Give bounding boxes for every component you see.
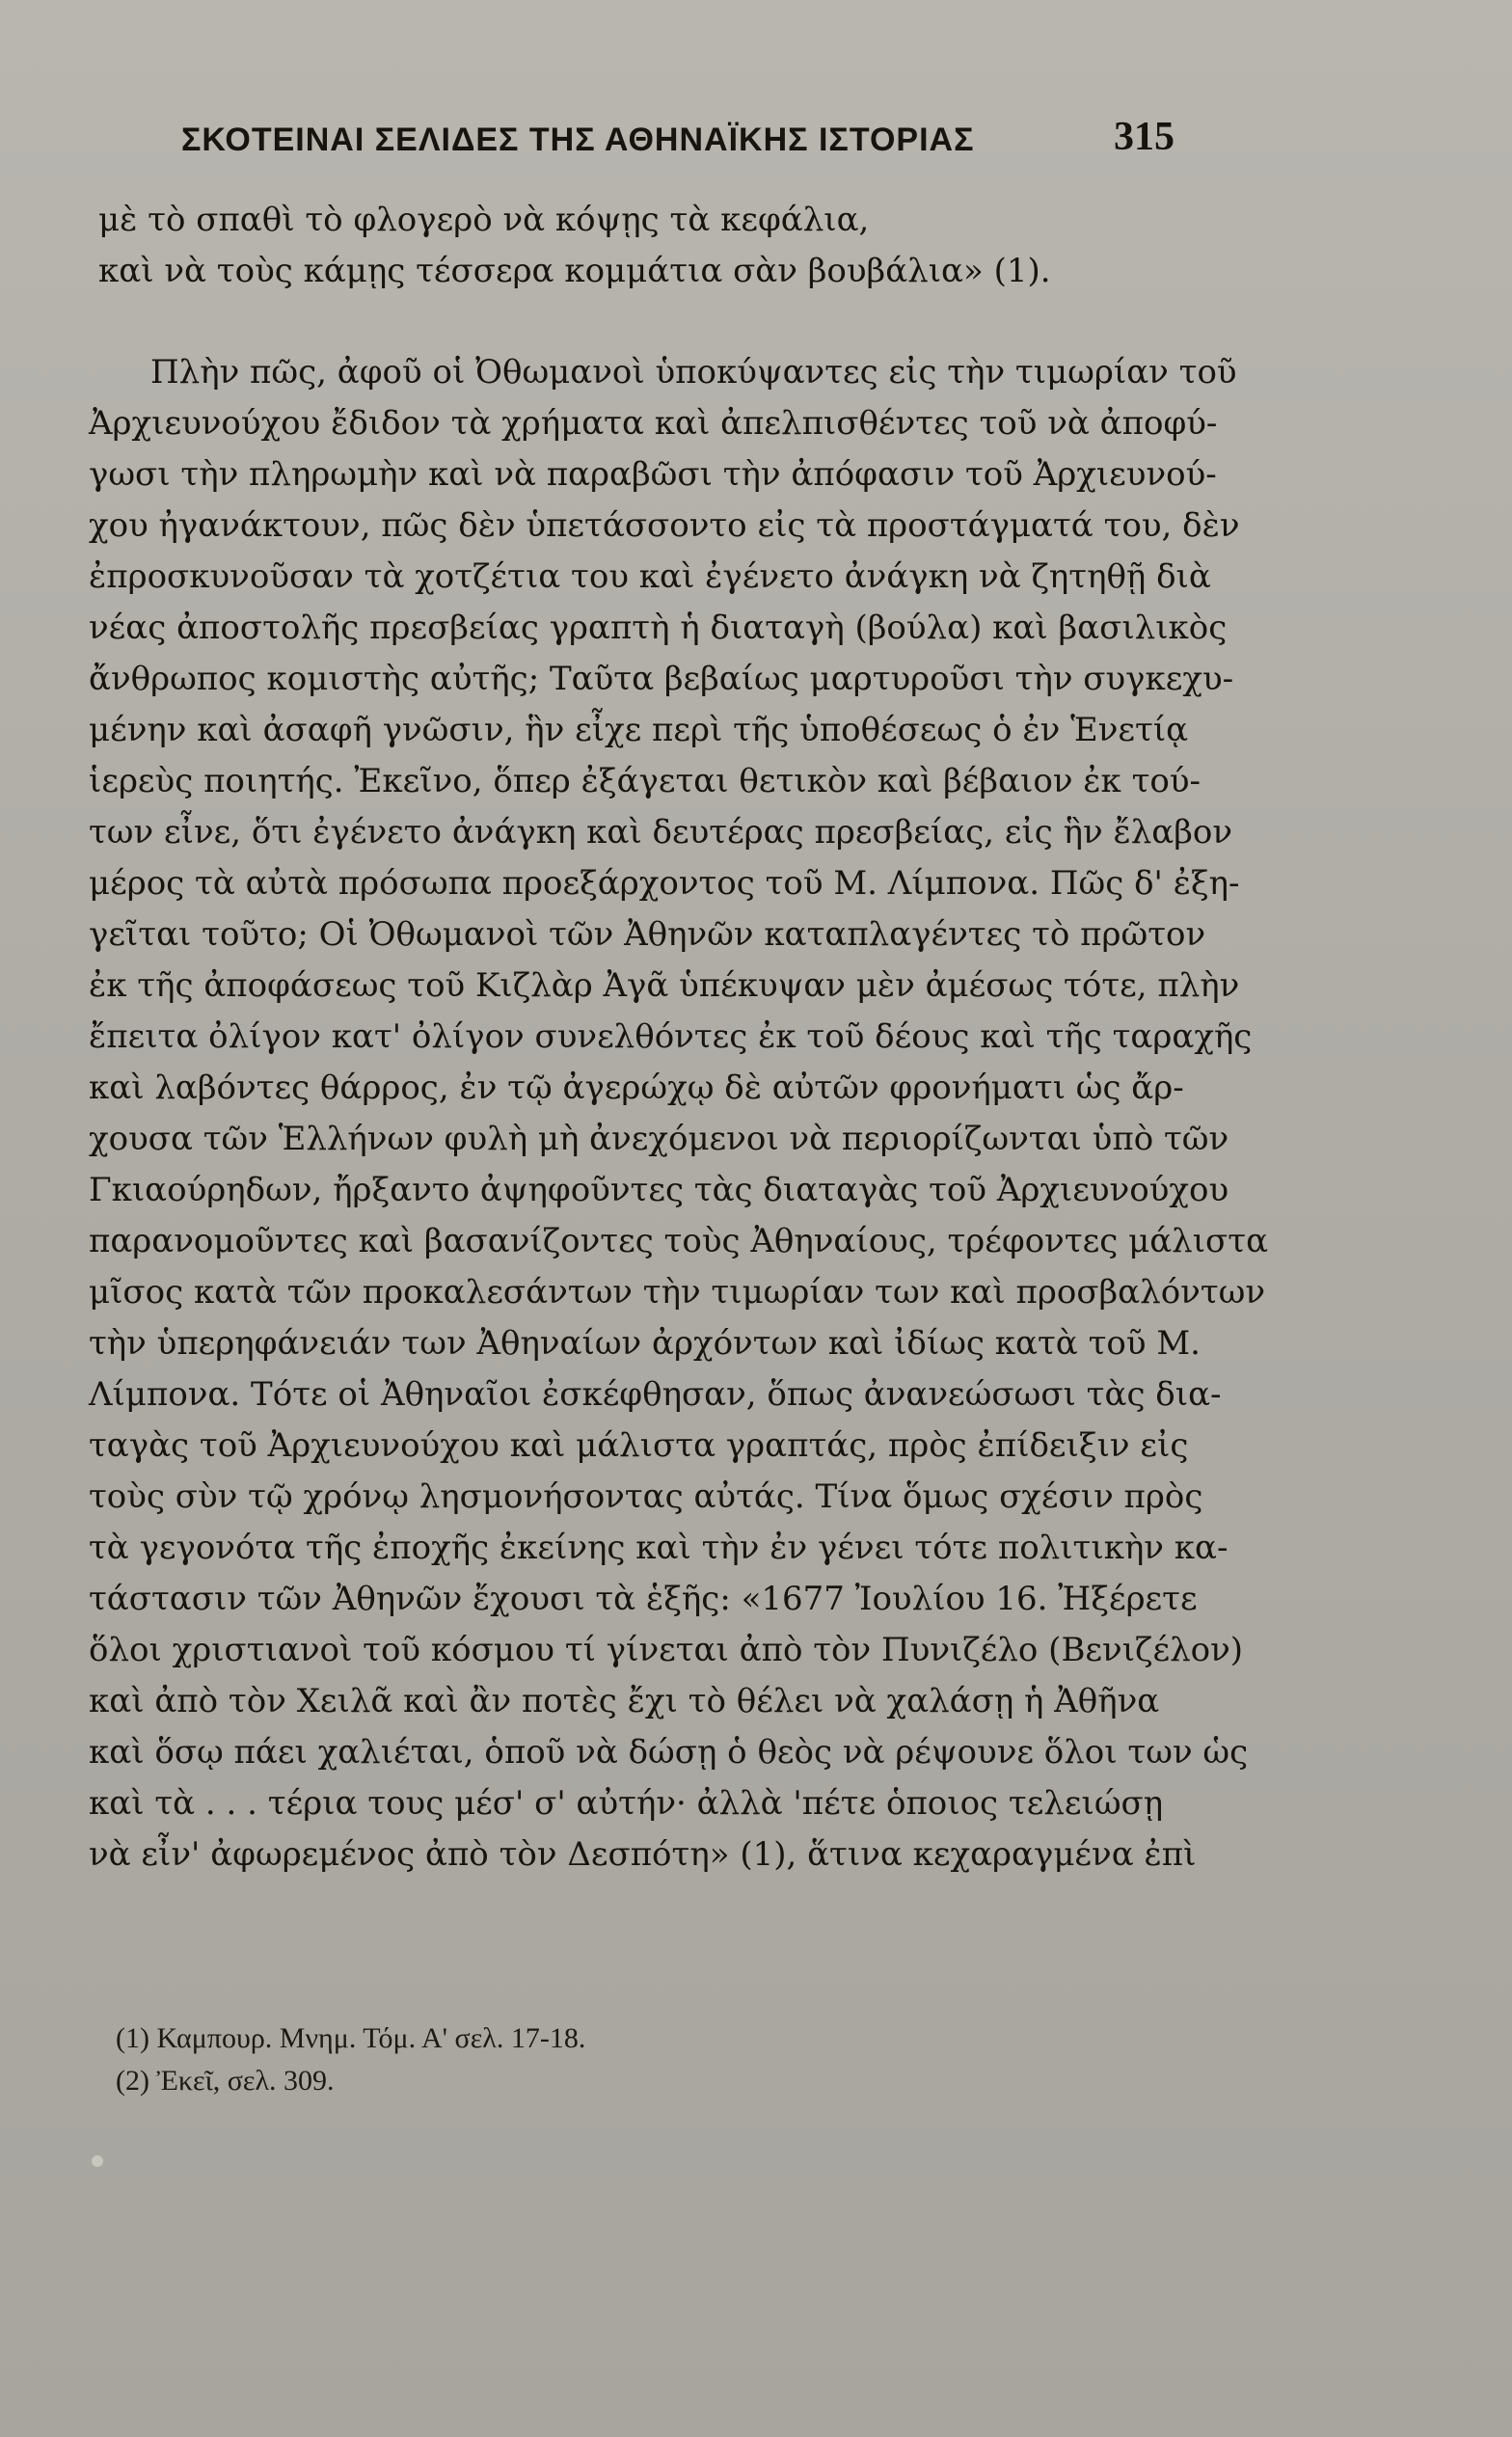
paragraph-line: γεῖται τοῦτο; Οἱ Ὀθωμανοὶ τῶν Ἀθηνῶν καταπλαγέντες τὸ πρῶτον bbox=[89, 915, 1206, 954]
paragraph-line: μένην καὶ ἀσαφῆ γνῶσιν, ἣν εἶχε περὶ τῆς ὑποθέσεως ὁ ἐν Ἑνετίᾳ bbox=[89, 711, 1189, 749]
paragraph-line: τὴν ὑπερηφάνειάν των Ἀθηναίων ἀρχόντων καὶ ἰδίως κατὰ τοῦ Μ. bbox=[89, 1324, 1201, 1363]
paragraph-line: καὶ τὰ . . . τέρια τους μέσ' σ' αὐτήν· ἀλλὰ 'πέτε ὁποιος τελειώσῃ bbox=[89, 1784, 1164, 1823]
paragraph-line: Γκιαούρηδων, ἤρξαντο ἀψηφοῦντες τὰς διαταγὰς τοῦ Ἀρχιευνούχου bbox=[89, 1171, 1229, 1209]
paragraph-line: νέας ἀποστολῆς πρεσβείας γραπτὴ ἡ διαταγὴ (βούλα) καὶ βασιλικὸς bbox=[89, 609, 1228, 647]
paragraph-line: καὶ ὅσῳ πάει χαλιέται, ὁποῦ νὰ δώσῃ ὁ θεὸς νὰ ρέψουνε ὅλοι των ὡς bbox=[89, 1733, 1249, 1772]
paragraph-line: Πλὴν πῶς, ἀφοῦ οἱ Ὀθωμανοὶ ὑποκύψαντες εἰς τὴν τιμωρίαν τοῦ bbox=[150, 353, 1237, 392]
running-title: ΣΚΟΤΕΙΝΑΙ ΣΕΛΙΔΕΣ ΤΗΣ ΑΘΗΝΑΪΚΗΣ ΙΣΤΟΡΙΑΣ bbox=[181, 122, 975, 158]
footnote: (1) Καμπουρ. Μνημ. Τόμ. Α' σελ. 17-18. bbox=[116, 2022, 586, 2054]
verse-line: μὲ τὸ σπαθὶ τὸ φλογερὸ νὰ κόψῃς τὰ κεφάλια, bbox=[98, 201, 870, 239]
footnotes bbox=[116, 2017, 585, 2102]
main-text bbox=[89, 195, 1269, 1881]
paragraph-line: Λίμπονα. Τότε οἱ Ἀθηναῖοι ἐσκέφθησαν, ὅπως ἀνανεώσωσι τὰς δια- bbox=[89, 1375, 1222, 1414]
paragraph-line: ἐπροσκυνοῦσαν τὰ χοτζέτια του καὶ ἐγένετο ἀνάγκη νὰ ζητηθῇ διὰ bbox=[89, 557, 1211, 596]
paragraph-line: ταγὰς τοῦ Ἀρχιευνούχου καὶ μάλιστα γραπτάς, πρὸς ἐπίδειξιν εἰς bbox=[89, 1426, 1189, 1465]
paragraph-line: τὰ γεγονότα τῆς ἐποχῆς ἐκείνης καὶ τὴν ἐν γένει τότε πολιτικὴν κα- bbox=[89, 1529, 1228, 1567]
verse-line: καὶ νὰ τοὺς κάμῃς τέσσερα κομμάτια σὰν βουβάλια» (1). bbox=[98, 252, 1051, 290]
paragraph-line: των εἶνε, ὅτι ἐγένετο ἀνάγκη καὶ δευτέρας πρεσβείας, εἰς ἣν ἔλαβον bbox=[89, 813, 1233, 852]
paragraph-line: τοὺς σὺν τῷ χρόνῳ λησμονήσοντας αὐτάς. Τίνα ὅμως σχέσιν πρὸς bbox=[89, 1477, 1203, 1516]
paragraph-line: καὶ λαβόντες θάρρος, ἐν τῷ ἀγερώχῳ δὲ αὐτῶν φρονήματι ὡς ἄρ- bbox=[89, 1069, 1184, 1107]
paragraph-line: ὅλοι χριστιανοὶ τοῦ κόσμου τί γίνεται ἀπὸ τὸν Πυνιζέλο (Βενιζέλον) bbox=[89, 1631, 1244, 1669]
paragraph-line: μέρος τὰ αὐτὰ πρόσωπα προεξάρχοντος τοῦ Μ. Λίμπονα. Πῶς δ' ἐξη- bbox=[89, 864, 1240, 903]
paragraph-gap bbox=[89, 297, 1217, 347]
footnote: (2) Ἐκεῖ, σελ. 309. bbox=[116, 2065, 335, 2097]
paragraph-line: Ἀρχιευνούχου ἔδιδον τὰ χρήματα καὶ ἀπελπισθέντες τοῦ νὰ ἀποφύ- bbox=[89, 404, 1218, 443]
paragraph-line: ἱερεὺς ποιητής. Ἐκεῖνο, ὅπερ ἐξάγεται θετικὸν καὶ βέβαιον ἐκ τού- bbox=[89, 762, 1202, 800]
page-header bbox=[181, 114, 1174, 168]
paper-speck bbox=[92, 2155, 103, 2167]
paragraph-line: ἔπειτα ὀλίγον κατ' ὀλίγον συνελθόντες ἐκ τοῦ δέους καὶ τῆς ταραχῆς bbox=[89, 1017, 1253, 1056]
paragraph-line: παρανομοῦντες καὶ βασανίζοντες τοὺς Ἀθηναίους, τρέφοντες μάλιστα bbox=[89, 1222, 1269, 1260]
paragraph-line: ἐκ τῆς ἀποφάσεως τοῦ Κιζλὰρ Ἀγᾶ ὑπέκυψαν μὲν ἀμέσως τότε, πλὴν bbox=[89, 966, 1240, 1005]
paragraph-line: χου ἠγανάκτουν, πῶς δὲν ὑπετάσσοντο εἰς τὰ προστάγματά του, δὲν bbox=[89, 506, 1240, 545]
paragraph-line: ἄνθρωπος κομιστὴς αὐτῆς; Ταῦτα βεβαίως μαρτυροῦσι τὴν συγκεχυ- bbox=[89, 660, 1234, 698]
paragraph-line: τάστασιν τῶν Ἀθηνῶν ἔχουσι τὰ ἑξῆς: «1677 Ἰουλίου 16. Ἠξέρετε bbox=[89, 1580, 1198, 1618]
paragraph-line: νὰ εἶν' ἀφωρεμένος ἀπὸ τὸν Δεσπότη» (1), ἅτινα κεχαραγμένα ἐπὶ bbox=[89, 1835, 1197, 1874]
paragraph-line: μῖσος κατὰ τῶν προκαλεσάντων τὴν τιμωρίαν των καὶ προσβαλόντων bbox=[89, 1273, 1266, 1312]
paragraph-line: χουσα τῶν Ἑλλήνων φυλὴ μὴ ἀνεχόμενοι νὰ περιορίζωνται ὑπὸ τῶν bbox=[89, 1120, 1229, 1158]
page-number: 315 bbox=[1114, 115, 1174, 159]
paragraph-line: καὶ ἀπὸ τὸν Χειλᾶ καὶ ἂν ποτὲς ἔχι τὸ θέλει νὰ χαλάσῃ ἡ Ἀθῆνα bbox=[89, 1682, 1160, 1720]
paragraph-line: γωσι τὴν πληρωμὴν καὶ νὰ παραβῶσι τὴν ἀπόφασιν τοῦ Ἀρχιευνού- bbox=[89, 455, 1217, 494]
